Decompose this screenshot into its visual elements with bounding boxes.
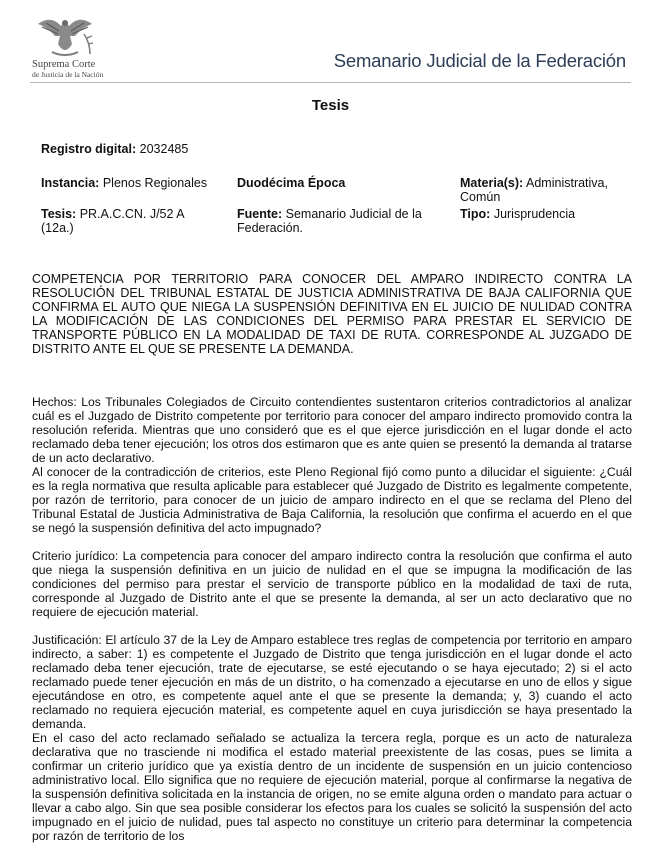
justificacion-paragraph: Justificación: El artículo 37 de la Ley de Amparo establece tres reglas de competencia por territorio en amparo indirecto, a saber: 1) es competente el Juzgado de Distrito que tenga jurisdicción en el lugar donde el acto reclamado deba tener ejecución, trate de ejecutarse, se esté ejecutando o se haya ejecutado; 2) si el acto reclamado puede tener ejecución en más de un distrito, o ha comenzado a ejecutarse en uno de ellos y sigue ejecutándose en otro, es competente aquel ante el que se presente la demanda; y, 3) cuando el acto reclamado no requiera ejecución material, es competente aquel en cuya jurisdicción se haya presentado la demanda. [32, 633, 632, 731]
instancia-field [41, 176, 231, 190]
scjn-logo[interactable] [28, 14, 118, 80]
justificacion-paragraph-2: En el caso del acto reclamado señalado se actualiza la tercera regla, porque es un acto de naturaleza declarativa que no trasciende ni modifica el estado material preexistente de las cosas, pues se limita a confirmar un criterio jurídico que ya existía dentro de un incidente de suspensión en un juicio contencioso administrativo local. Ello significa que no requiere de ejecución material, porque al confirmarse la negativa de la suspensión definitiva solicitada en la instancia de origen, no se emite alguna orden o mandato para actuar o llevar a cabo algo. Sin que sea posible considerar los efectos para los cuales se solicitó la suspensión del acto impugnado en el juicio de nulidad, pues tal aspecto no constituye un criterio para determinar la competencia por razón de territorio de los [32, 731, 632, 843]
eagle-emblem-icon [34, 14, 96, 58]
document-type-title: Tesis [311, 97, 350, 114]
fuente-label: Fuente: [237, 207, 283, 221]
instancia-value: Plenos Regionales [102, 176, 208, 190]
site-title: Semanario Judicial de la Federación [333, 50, 626, 71]
tesis-value: PR.A.C.CN. J/52 A (12a.) [41, 207, 184, 235]
instancia-label: Instancia: [41, 176, 100, 190]
page-header [0, 0, 661, 84]
tipo-value: Jurisprudencia [493, 207, 576, 221]
registro-label: Registro digital: [41, 142, 137, 156]
fuente-value: Semanario Judicial de la Federación. [237, 207, 422, 235]
fuente-field [237, 207, 447, 235]
registro-field [41, 142, 188, 156]
tipo-label: Tipo: [460, 207, 491, 221]
hechos-paragraph-2: Al conocer de la contradicción de criterios, este Pleno Regional fijó como punto a dilucidar el siguiente: ¿Cuál es la regla normativa que resulta aplicable para establecer qué Juzgado de Distrito es legalmente competente, por razón de territorio, para conocer de un juicio de amparo indirecto en el que se reclama del Pleno del Tribunal Estatal de Justicia Administrativa de Baja California, la resolución que confirma el acuerdo en el que se negó la suspensión definitiva del acto impugnado? [32, 465, 632, 535]
tesis-field [41, 207, 209, 235]
materias-label: Materia(s): [460, 176, 524, 190]
header-divider [30, 82, 631, 83]
hechos-paragraph: Hechos: Los Tribunales Colegiados de Circuito contendientes sustentaron criterios contradictorios al analizar cuál es el Juzgado de Distrito competente por territorio para conocer del amparo indirecto promovido contra la resolución referida. Mientras que uno consideró que es el que ejerce jurisdicción en el lugar donde el acto reclamado deba tener ejecución; los otros dos estimaron que es ante quien se presentó la demanda al tratarse de un acto declarativo. [32, 395, 632, 465]
epoca-value: Duodécima Época [237, 176, 346, 190]
epoca-field [237, 176, 447, 190]
registro-value: 2032485 [139, 142, 189, 156]
tesis-label: Tesis: [41, 207, 77, 221]
tipo-field [460, 207, 630, 221]
materias-value: Administrativa, Común [460, 176, 608, 204]
tesis-body [32, 395, 632, 857]
logo-text-line1: Suprema Corte [32, 59, 96, 70]
tesis-rubro: COMPETENCIA POR TERRITORIO PARA CONOCER DEL AMPARO INDIRECTO CONTRA LA RESOLUCIÓN DEL TRIBUNAL ESTATAL DE JUSTICIA ADMINISTRATIVA DE BAJA CALIFORNIA QUE CONFIRMA EL AUTO QUE NIEGA LA SUSPENSIÓN DEFINITIVA EN EL JUICIO DE NULIDAD CONTRA LA MODIFICACIÓN DE LAS CONDICIONES DEL PERMISO PARA PRESTAR EL SERVICIO DE TRANSPORTE PÚBLICO EN LA MODALIDAD DE TAXI DE RUTA. CORRESPONDE AL JUZGADO DE DISTRITO ANTE EL QUE SE PRESENTE LA DEMANDA. [32, 272, 632, 356]
materias-field [460, 176, 630, 204]
criterio-paragraph: Criterio jurídico: La competencia para conocer del amparo indirecto contra la resolución que confirma el auto que niega la suspensión definitiva en un juicio de nulidad en el que se impugna la modificación de las condiciones del permiso para prestar el servicio de transporte público en la modalidad de taxi de ruta, corresponde al Juzgado de Distrito ante el que se presente la demanda, al ser un acto declarativo que no requiere de ejecución material. [32, 549, 632, 619]
logo-text-line2: de Justicia de la Nación [32, 70, 104, 79]
